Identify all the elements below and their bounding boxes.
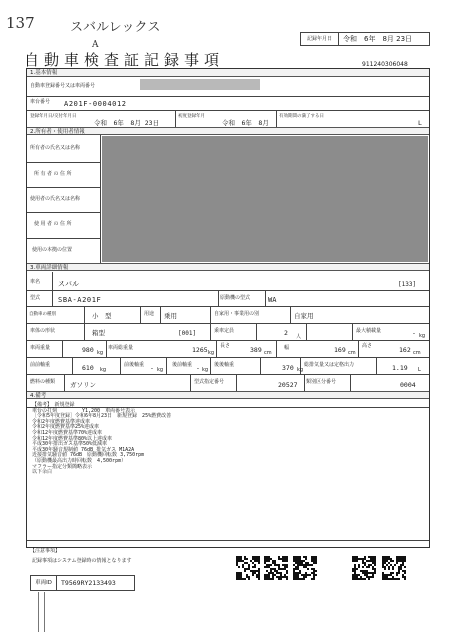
model-label: 型式	[30, 295, 41, 301]
vehicle-id: T9569RY2133493	[61, 579, 116, 587]
section-remarks-header: 4.備考	[27, 391, 429, 399]
redacted-owner-info	[102, 136, 428, 262]
user-name-label: 使用者の氏名又は名称	[30, 196, 81, 202]
expiry-value: L	[418, 119, 422, 127]
record-date-box	[300, 32, 430, 46]
user-address-label: 使用者の住所	[34, 221, 74, 227]
remarks-block	[32, 403, 171, 476]
max-load-unit: kg	[419, 333, 426, 339]
vehicle-id-box	[30, 575, 135, 591]
record-date-label: 記録年月日	[301, 33, 339, 45]
usage-value: 乗用	[164, 312, 177, 320]
remarks-line: 以下余白	[32, 469, 53, 476]
body-value: 箱型	[92, 329, 105, 337]
page-number: 137	[6, 14, 35, 32]
max-load-label: 最大積載量	[356, 328, 382, 334]
first-reg-sub-value: 令和 6年 8月	[222, 119, 269, 127]
front-front-axle-unit: kg	[100, 367, 107, 373]
category-number-value: 0004	[400, 381, 416, 389]
mark-note: A	[92, 40, 99, 50]
height-label: 高さ	[362, 343, 373, 349]
length-label: 長さ	[220, 343, 231, 349]
remarks-line: 近接排気騒音値 76dB 原動機回転数 3,750rpm	[32, 452, 145, 459]
kind-label: 自動車の種別	[29, 312, 56, 317]
capacity-unit: 人	[296, 334, 302, 340]
weight-label: 車両重量	[30, 345, 51, 351]
width-label: 幅	[284, 345, 290, 351]
chassis-label: 車台番号	[30, 99, 51, 105]
maker-label: 車名	[30, 279, 41, 285]
expiry-label: 有効期間の満了する日	[279, 114, 324, 119]
remarks-line: 令和12年度燃費基準70%達成車	[32, 429, 103, 436]
remarks-line: 令和12年度燃費基準80%以上達成車	[32, 435, 113, 442]
notes-label: 【注意事項】	[30, 548, 61, 554]
width-value: 169	[334, 346, 346, 354]
owner-name-label: 所有者の氏名又は名称	[30, 145, 81, 151]
rear-front-axle-value: -	[196, 364, 200, 372]
front-front-axle-value: 610	[82, 364, 94, 372]
remarks-line: 平成30年排出ガス基準50%低減車	[32, 441, 108, 448]
height-unit: cm	[413, 350, 421, 356]
qr-code-2	[264, 556, 288, 580]
rear-front-axle-label: 後前軸重	[172, 362, 193, 368]
front-rear-axle-unit: kg	[157, 367, 164, 373]
section-vehicle-header: 3.車両詳細情報	[27, 263, 429, 271]
front-rear-axle-value: -	[150, 364, 154, 372]
first-reg-value: 令和 6年 8月 23日	[94, 119, 160, 127]
rear-rear-axle-value: 370	[282, 364, 294, 372]
length-unit: cm	[264, 350, 272, 356]
first-reg-sub-label: 初度登録年月	[178, 114, 205, 119]
type-number-label: 型式指定番号	[194, 379, 225, 385]
qr-code-3	[293, 556, 317, 580]
redacted-reg-number	[140, 79, 260, 90]
remarks-line: ［令和5年度登録］令和6年8月23日 新規登録 25%燃費改善	[32, 413, 172, 420]
document-title: 自動車検査証記録事項	[24, 51, 225, 69]
base-location-label: 使用の本拠の位置	[32, 247, 73, 253]
width-unit: cm	[348, 350, 356, 356]
remarks-line: 【備考】 新規登録	[32, 402, 75, 408]
fuel-value: ガソリン	[70, 381, 96, 389]
record-date: 令和 6年 8月 23日	[343, 35, 413, 43]
maker-note: スバルレックス	[70, 20, 161, 35]
remarks-line: 車台の打刻 Y1,200 車両番号表示	[32, 407, 136, 414]
owner-address-label: 所有者の住所	[34, 171, 74, 177]
engine-value: WA	[268, 296, 277, 304]
qr-code-1	[236, 556, 260, 580]
capacity-value: 2	[284, 329, 288, 337]
section-owner-header: 2.所有者・使用者情報	[27, 127, 429, 135]
body-code: [001]	[178, 330, 197, 337]
remarks-line: （原動機最高出力時回転数 4,500rpm）	[32, 457, 127, 464]
private-label: 自家用・事業用の別	[214, 311, 260, 317]
document-number: 911240306048	[362, 61, 408, 68]
weight-value: 980	[82, 346, 94, 354]
type-number-value: 20527	[278, 381, 298, 389]
vehicle-id-label: 車両ID	[31, 576, 57, 590]
fuel-label: 燃料の種類	[30, 379, 56, 385]
remarks-line: 令和2年度燃費基準25%達成車	[32, 424, 100, 431]
rear-rear-axle-unit: kg	[297, 367, 304, 373]
weight-unit: kg	[97, 350, 104, 356]
remarks-line: 平成30年騒音規制値 76dB 排気ガス M1A2A	[32, 446, 135, 453]
max-load-value: -	[412, 329, 416, 337]
gross-label: 車両総重量	[108, 345, 134, 351]
maker-code: [133]	[398, 281, 417, 288]
model-value: SBA-A201F	[58, 296, 102, 304]
displacement-unit: L	[418, 367, 421, 373]
rear-rear-axle-label: 後後軸重	[214, 362, 235, 368]
engine-label: 原動機の型式	[220, 295, 251, 301]
category-number-label: 類別区分番号	[306, 379, 337, 385]
kind-value: 小 型	[92, 312, 112, 320]
capacity-label: 乗車定員	[214, 328, 235, 334]
qr-code-4	[352, 556, 376, 580]
private-value: 自家用	[294, 312, 314, 320]
remarks-line: マフラー指定分類簡略表示	[32, 463, 93, 470]
remarks-line: 令和2年度燃費基準達成車	[32, 418, 91, 425]
usage-label: 用途	[144, 311, 155, 317]
gross-value: 1265	[192, 346, 208, 354]
length-value: 389	[250, 346, 262, 354]
qr-code-5	[382, 556, 406, 580]
front-front-axle-label: 前前軸重	[30, 362, 51, 368]
notes-text: 記録事項はシステム登録時の情報となります	[32, 558, 132, 564]
height-value: 162	[399, 346, 411, 354]
body-label: 車体の形状	[30, 328, 56, 334]
displacement-label: 総排気量又は定格出力	[304, 362, 355, 368]
rear-front-axle-unit: kg	[202, 367, 209, 373]
gross-unit: kg	[208, 350, 215, 356]
section-basic-header: 1.基本情報	[27, 69, 429, 77]
maker-value: スバル	[58, 280, 79, 288]
displacement-value: 1.19	[392, 364, 408, 372]
front-rear-axle-label: 前後軸重	[124, 362, 145, 368]
first-reg-label: 登録年月日/交付年月日	[30, 114, 77, 119]
reg-number-label: 自動車登録番号又は車両番号	[30, 83, 96, 89]
chassis-number: A201F-0004012	[64, 100, 127, 108]
